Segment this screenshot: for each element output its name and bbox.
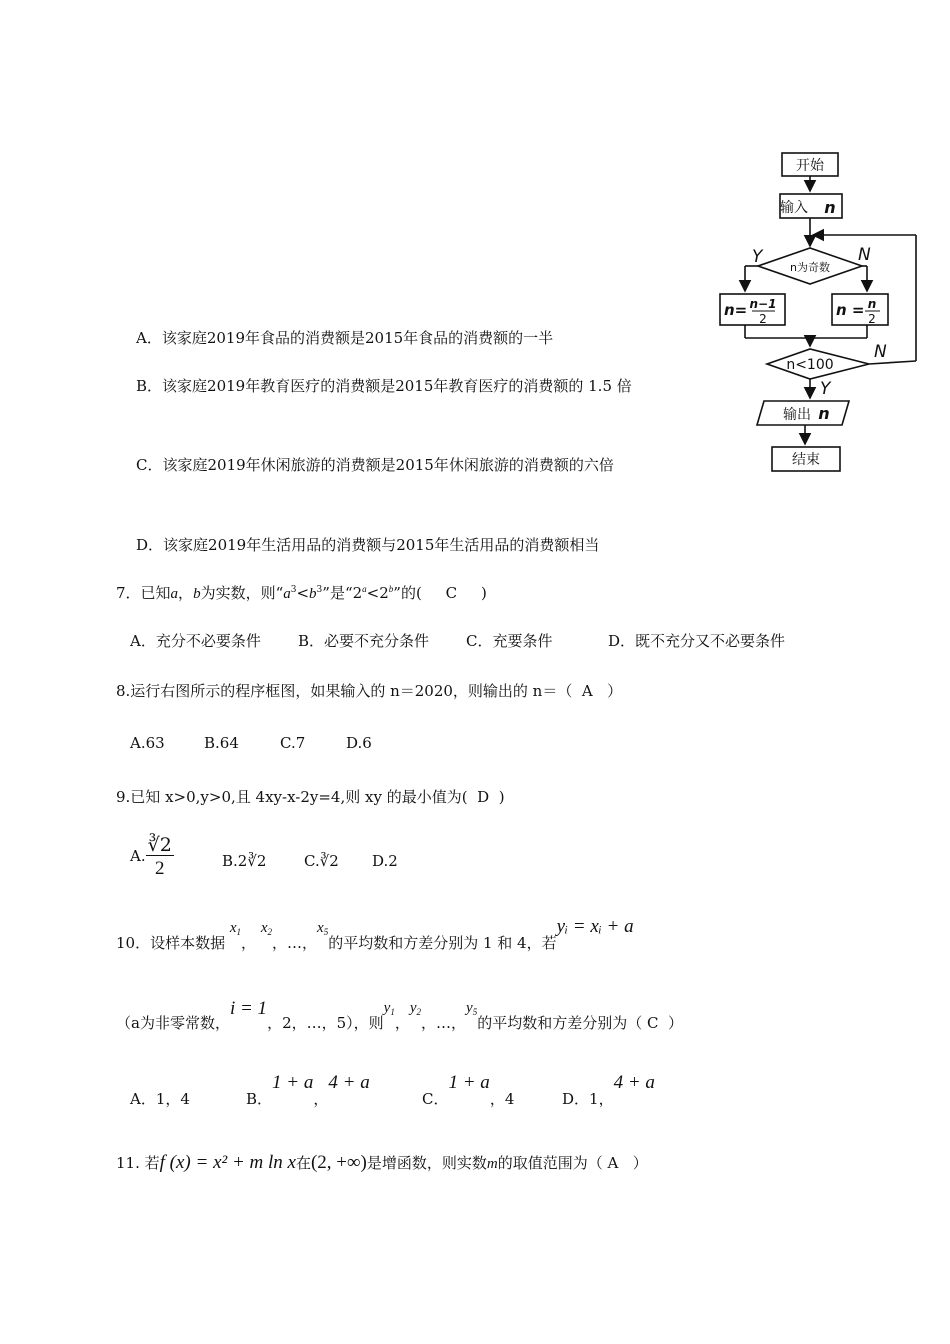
flow-decision-odd-label: n为奇数 [790, 261, 830, 274]
q9-answer: D [477, 788, 490, 806]
program-flowchart [712, 148, 927, 480]
q10-option-b: B．1 + a，4 + a [246, 1072, 370, 1108]
flow-decision-lt100-label: n<100 [786, 357, 834, 373]
flow-no-label-1: N [858, 245, 871, 265]
q8-option-c: C.7 [280, 734, 306, 752]
svg-text:2: 2 [759, 312, 767, 326]
svg-text:n: n [818, 404, 830, 423]
svg-text:n: n [867, 297, 877, 311]
q8-option-b: B.64 [204, 734, 239, 752]
q10-formula: yᵢ = xᵢ + a [556, 916, 634, 937]
q9-option-d: D.2 [372, 852, 398, 870]
q10-option-d: D．1，4 + a [562, 1072, 655, 1108]
q7-option-c: C．充要条件 [466, 632, 553, 650]
q6-option-b: B．该家庭2019年教育医疗的消费额是2015年教育医疗的消费额的 1.5 倍 [136, 377, 632, 395]
flow-start-label: 开始 [796, 158, 824, 174]
svg-text:n =: n = [836, 301, 865, 319]
q9-stem: 9.已知 x>0,y>0,且 4xy-x-2y=4,则 xy 的最小值为( D ) [116, 788, 505, 806]
svg-text:n: n [824, 198, 836, 217]
q10-stem-line2: （a为非零常数，i = 1，2，…，5），则$y_1$，$y_2$，…，$y_5$的平均数和方差分别为（ C ） [116, 998, 684, 1032]
q11-answer: A [607, 1154, 619, 1172]
q9-option-c: C.∛2 [304, 852, 339, 870]
q11-stem: 11. 若f (x) = x² + m ln x在(2, +∞)是增函数，则实数m的取值范围为（ A ） [116, 1152, 648, 1173]
svg-text:n=: n= [724, 301, 748, 319]
q6-option-a: A．该家庭2019年食品的消费额是2015年食品的消费额的一半 [136, 329, 554, 347]
q10-option-a: A．1，4 [130, 1090, 190, 1108]
svg-text:n−1: n−1 [749, 297, 777, 311]
q6-option-d: D．该家庭2019年生活用品的消费额与2015年生活用品的消费额相当 [136, 536, 600, 554]
q7-option-d: D．既不充分又不必要条件 [608, 632, 786, 650]
flow-yes-label-1: Y [752, 247, 763, 267]
q10-answer: C [647, 1014, 659, 1032]
flow-input-label: 输入 [780, 200, 808, 216]
q7-answer: C [445, 584, 458, 602]
svg-text:2: 2 [868, 312, 876, 326]
q6-option-c: C．该家庭2019年休闲旅游的消费额是2015年休闲旅游的消费额的六倍 [136, 456, 614, 474]
flow-yes-label-2: Y [820, 379, 831, 399]
q8-stem: 8.运行右图所示的程序框图，如果输入的 n＝2020，则输出的 n＝（ A ） [116, 682, 623, 700]
q10-stem-line1: 10．设样本数据 $x_1$， $x_2$，…，$x_5$的平均数和方差分别为 1 和 4，若yᵢ = xᵢ + a [116, 916, 634, 952]
flow-no-label-2: N [874, 342, 887, 362]
flow-output-label: 输出 [783, 407, 811, 423]
flow-end-label: 结束 [792, 452, 820, 468]
q11-formula: f (x) = x² + m ln x [159, 1152, 296, 1173]
q10-option-c: C．1 + a，4 [422, 1072, 515, 1108]
q7-option-a: A．充分不必要条件 [130, 632, 261, 650]
q8-option-d: D.6 [346, 734, 372, 752]
q8-answer: A [581, 682, 593, 700]
q7-stem: 7．已知a，b为实数，则“$a^3<b^3$”是“$2^a<2^b$”的( C ) [116, 584, 487, 602]
q7-option-b: B．必要不充分条件 [298, 632, 430, 650]
q9-option-a: A. $\frac{∛2}{2}$ [130, 834, 172, 879]
q8-option-a: A.63 [130, 734, 165, 752]
q9-option-b: B.2∛2 [222, 852, 267, 870]
